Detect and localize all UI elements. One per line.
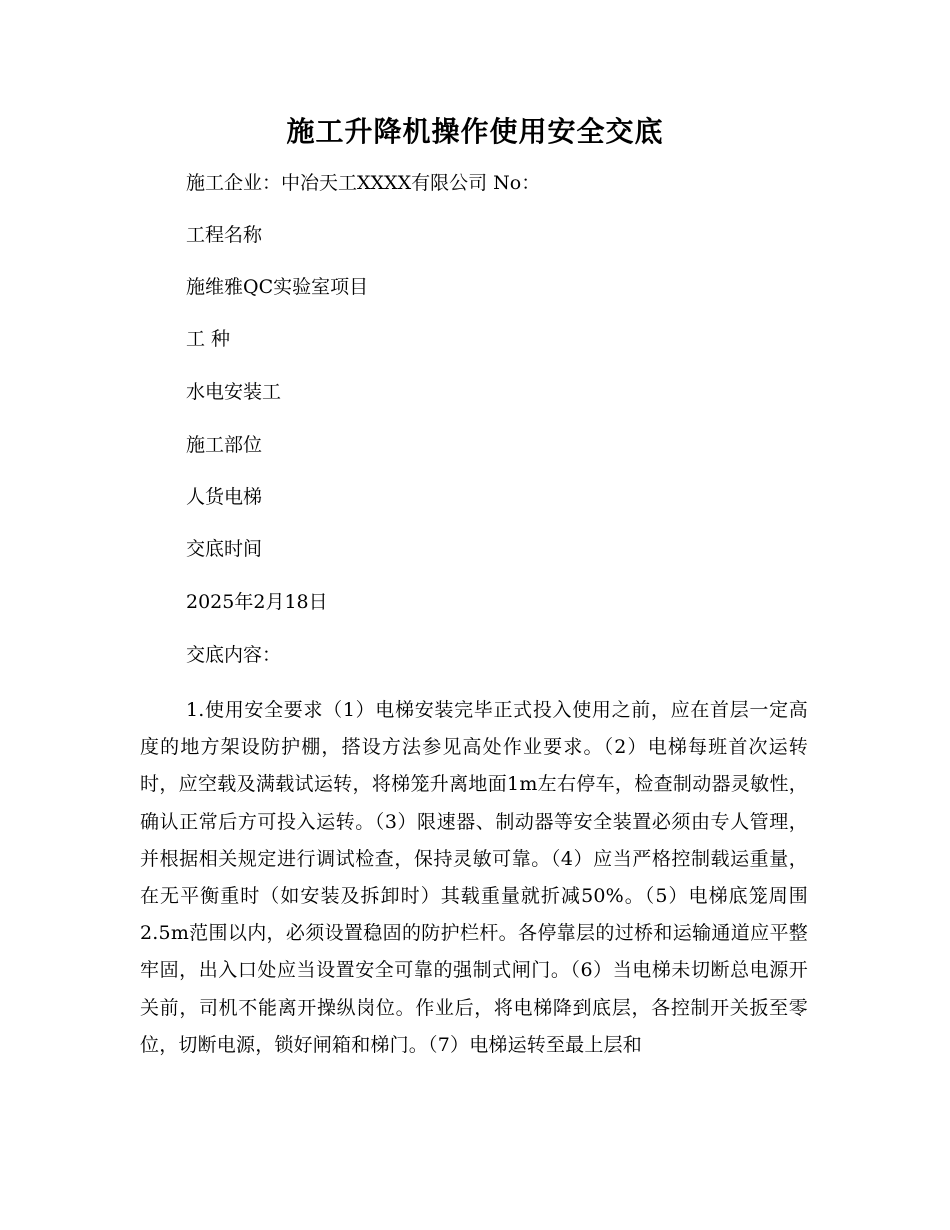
project-name-label: 工程名称 [186, 224, 263, 246]
project-name-value: 施维雅QC实验室项目 [186, 276, 369, 298]
briefing-time-label: 交底时间 [186, 538, 263, 560]
company-line: 施工企业：中冶天工XXXX有限公司 No： [186, 172, 541, 194]
trade-value: 水电安装工 [186, 381, 282, 403]
briefing-content-label: 交底内容： [186, 644, 282, 666]
trade-label: 工 种 [186, 328, 231, 350]
work-location-label: 施工部位 [186, 434, 263, 456]
briefing-time-value: 2025年2月18日 [186, 591, 328, 613]
document-title: 施工升降机操作使用安全交底 [286, 115, 664, 148]
briefing-content-paragraph: 1.使用安全要求（1）电梯安装完毕正式投入使用之前，应在首层一定高度的地方架设防护棚，搭设方法参见高处作业要求。（2）电梯每班首次运转时，应空载及满载试运转，将梯笼升离地面1m左右停车，检查制动器灵敏性，确认正常后方可投入运转。（3）限速器、制动器等安全装置必须由专人管理，并根据相关规定进行调试检查，保持灵敏可靠。（4）应当严格控制载运重量，在无平衡重时（如安装及拆卸时）其载重量就折减50%。（5）电梯底笼周围2.5m范围以内，必须设置稳固的防护栏杆。各停靠层的过桥和运输通道应平整牢固，出入口处应当设置安全可靠的强制式闸门。（6）当电梯未切断总电源开关前，司机不能离开操纵岗位。作业后，将电梯降到底层，各控制开关扳至零位，切断电源，锁好闸箱和梯门。（7）电梯运转至最上层和 [140, 699, 808, 1056]
work-location-value: 人货电梯 [186, 486, 263, 508]
